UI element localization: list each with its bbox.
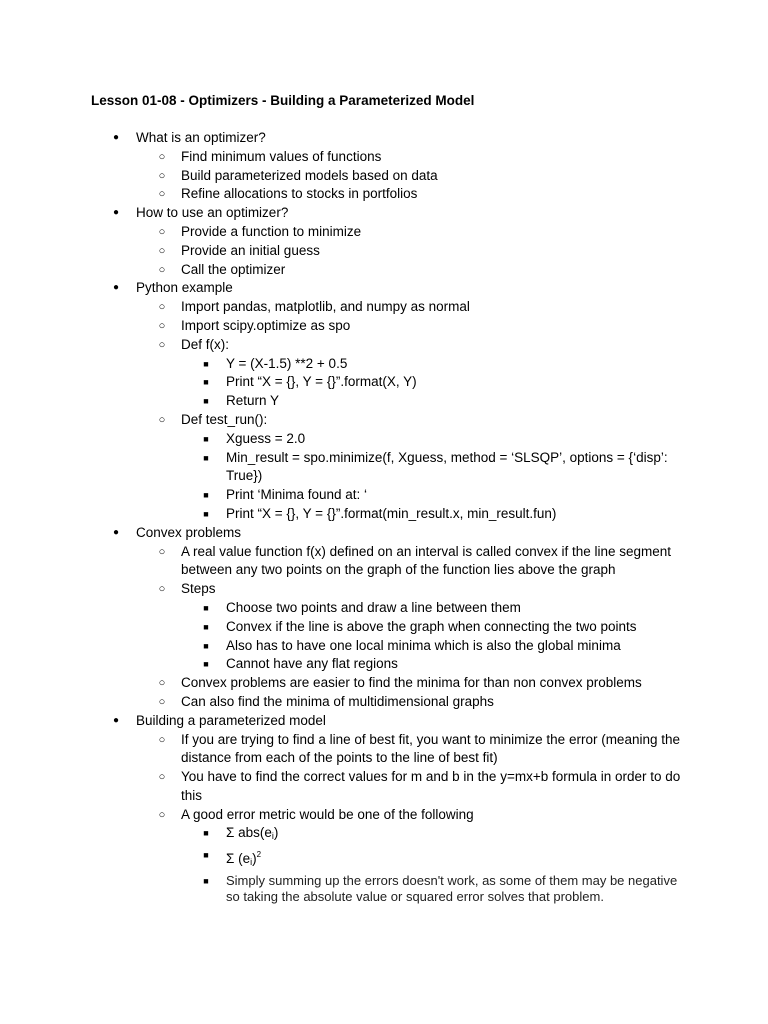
list-item-text: If you are trying to find a line of best fit, you want to minimize the error (meaning the distance from each of the points to the line of best fit) (181, 731, 680, 766)
formula-abs-error (226, 824, 681, 846)
list-item-text: Min_result = spo.minimize(f, Xguess, method = ‘SLSQP’, options = {‘disp’: True}) (226, 449, 668, 484)
circle-bullet-icon: ○ (158, 733, 166, 746)
square-bullet-icon: ■ (203, 621, 209, 632)
lesson-title: Lesson 01-08 - Optimizers - Building a Parameterized Model (91, 93, 475, 108)
bullet-icon: ● (112, 132, 120, 143)
square-bullet-icon: ■ (203, 659, 209, 670)
list-item-text: Can also find the minima of multidimensional graphs (181, 693, 494, 709)
square-bullet-icon: ■ (203, 640, 209, 651)
list-item-text: Provide an initial guess (181, 242, 320, 258)
list-item-text: You have to find the correct values for m and b in the y=mx+b formula in order to do this (181, 769, 681, 803)
list-item-text: Call the optimizer (181, 261, 286, 277)
list-item (0, 430, 768, 449)
list-item-text: Import scipy.optimize as spo (181, 317, 351, 333)
circle-bullet-icon: ○ (158, 695, 166, 708)
bullet-icon: ● (112, 714, 120, 726)
square-bullet-icon: ■ (203, 490, 209, 501)
list-item-text: Print ‘Minima found at: ‘ (226, 487, 368, 503)
square-bullet-icon: ■ (203, 377, 209, 388)
list-item-text: A real value function f(x) defined on an interval is called convex if the line segment between any two points on the graph of the function lies above the graph (181, 543, 672, 578)
circle-bullet-icon: ○ (158, 338, 166, 351)
list-item (0, 242, 768, 261)
circle-bullet-icon: ○ (158, 188, 166, 201)
list-item-text: Y = (X-1.5) **2 + 0.5 (226, 355, 348, 371)
list-item-abs-error (0, 824, 768, 846)
list-item-convex-problems (0, 524, 768, 543)
list-item-text: Provide a function to minimize (181, 223, 362, 239)
list-item-squared-error (0, 846, 768, 872)
square-bullet-icon: ■ (203, 828, 209, 839)
formula-superscript: 2 (256, 850, 262, 860)
list-item-text: Cannot have any flat regions (226, 656, 398, 672)
square-bullet-icon: ■ (203, 850, 209, 861)
list-item (0, 373, 768, 392)
circle-bullet-icon: ○ (158, 545, 166, 558)
list-item (0, 806, 768, 825)
formula-part: Σ (e (226, 851, 251, 867)
list-item-note (0, 872, 768, 905)
list-item-text: Import pandas, matplotlib, and numpy as normal (181, 299, 470, 315)
circle-bullet-icon: ○ (158, 583, 166, 596)
bullet-icon: ● (112, 282, 120, 294)
list-item-text: Print “X = {}, Y = {}”.format(X, Y) (226, 374, 417, 390)
circle-bullet-icon: ○ (158, 225, 166, 238)
list-item (0, 185, 768, 204)
list-item-text: Building a parameterized model (136, 712, 326, 728)
list-item (0, 599, 768, 618)
list-item-text: Def f(x): (181, 336, 230, 352)
circle-bullet-icon: ○ (158, 808, 166, 821)
list-item-text: Refine allocations to stocks in portfolios (181, 186, 418, 202)
list-item (0, 167, 768, 186)
list-item-text: Convex if the line is above the graph when connecting the two points (226, 618, 637, 634)
list-item-text: Choose two points and draw a line between them (226, 599, 521, 615)
bullet-icon: ● (112, 207, 120, 219)
list-item-text: Def test_run(): (181, 411, 268, 427)
list-item (0, 580, 768, 599)
list-item (0, 336, 768, 355)
list-item-text: Find minimum values of functions (181, 148, 382, 164)
list-item-text: Print “X = {}, Y = {}”.format(min_result.x, min_result.fun) (226, 505, 557, 521)
circle-bullet-icon: ○ (158, 413, 166, 426)
list-item (0, 317, 768, 336)
circle-bullet-icon: ○ (158, 169, 166, 182)
list-item (0, 148, 768, 167)
list-item (0, 505, 768, 524)
list-item-python-example (0, 279, 768, 298)
list-item (0, 449, 768, 487)
list-item (0, 355, 768, 374)
list-item (0, 693, 768, 712)
circle-bullet-icon: ○ (158, 301, 166, 314)
formula-part: ) (273, 825, 279, 841)
list-item (0, 411, 768, 430)
square-bullet-icon: ■ (203, 358, 209, 369)
formula-subscript: i (250, 857, 253, 868)
list-item-text: Convex problems (136, 524, 242, 540)
list-item (0, 261, 768, 280)
list-item-text: Build parameterized models based on data (181, 167, 438, 183)
list-item-text: Python example (136, 280, 233, 296)
list-item (0, 298, 768, 317)
circle-bullet-icon: ○ (158, 771, 166, 784)
square-bullet-icon: ■ (203, 602, 209, 613)
square-bullet-icon: ■ (203, 876, 209, 887)
list-item (0, 655, 768, 674)
list-item-text: A good error metric would be one of the following (181, 806, 474, 822)
list-item-text: Convex problems are easier to find the minima for than non convex problems (181, 675, 642, 691)
circle-bullet-icon: ○ (158, 319, 166, 332)
list-item-text: How to use an optimizer? (136, 205, 289, 221)
list-item-text: What is an optimizer? (136, 130, 266, 145)
circle-bullet-icon: ○ (158, 677, 166, 690)
square-bullet-icon: ■ (203, 508, 209, 519)
list-item-text: Xguess = 2.0 (226, 430, 306, 446)
list-item (0, 637, 768, 656)
square-bullet-icon: ■ (203, 433, 209, 444)
list-item-what-is-optimizer (0, 129, 768, 148)
list-item-text: Return Y (226, 393, 280, 409)
list-item (0, 768, 768, 806)
formula-squared-error (226, 846, 681, 872)
formula-subscript: i (271, 831, 274, 842)
square-bullet-icon: ■ (203, 452, 209, 463)
list-item-how-to-use (0, 204, 768, 223)
bullet-icon: ● (112, 526, 120, 538)
list-item-text: Also has to have one local minima which is also the global minima (226, 637, 621, 653)
document-body (0, 129, 768, 905)
formula-part: ) (252, 851, 257, 867)
list-item-text: Steps (181, 581, 216, 597)
list-item (0, 731, 768, 769)
list-item (0, 543, 768, 581)
list-item (0, 223, 768, 242)
list-item (0, 392, 768, 411)
circle-bullet-icon: ○ (158, 244, 166, 257)
list-item-text: Simply summing up the errors doesn't work, as some of them may be negative so taking the absolute value or squared error solves that problem. (226, 873, 678, 905)
circle-bullet-icon: ○ (158, 150, 166, 163)
list-item-parameterized-model (0, 712, 768, 731)
square-bullet-icon: ■ (203, 396, 209, 407)
list-item (0, 618, 768, 637)
list-item (0, 674, 768, 693)
list-item (0, 486, 768, 505)
formula-part: Σ abs(e (226, 825, 272, 841)
circle-bullet-icon: ○ (158, 263, 166, 276)
